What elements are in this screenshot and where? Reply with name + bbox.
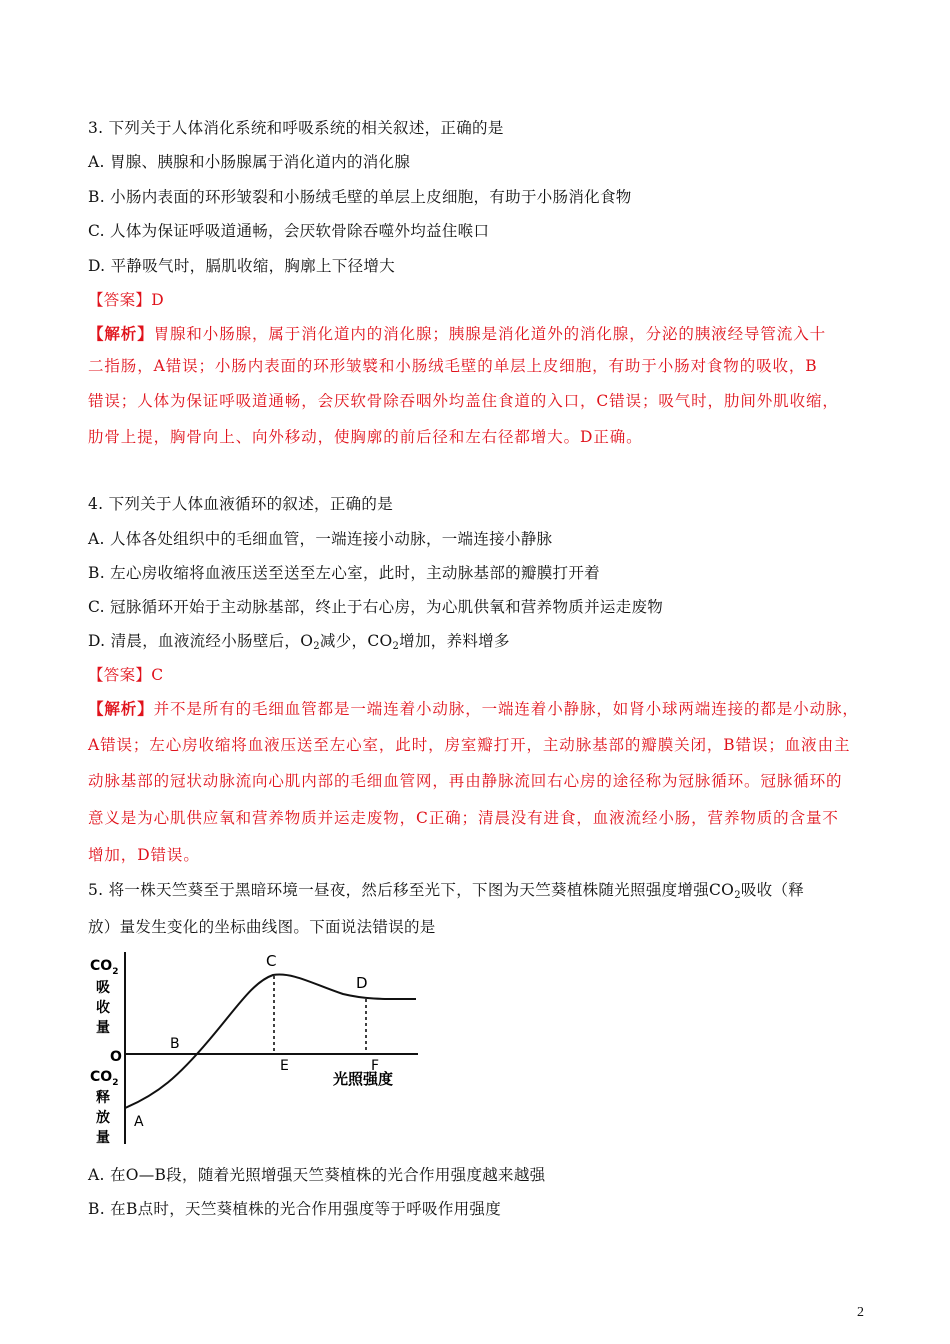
stem-text: 5. 将一株天竺葵至于黑暗环境一昼夜，然后移至光下，下图为天竺葵植株随光照强度增强CO	[88, 881, 735, 899]
q4-analysis-line-4: 意义是为心肌供应氧和营养物质并运走废物，C正确；清晨没有进食，血液流经小肠，营养物质的含量不	[88, 809, 839, 827]
q4-analysis-line-3: 动脉基部的冠状动脉流向心肌内部的毛细血管网，再由静脉流回右心房的途径称为冠脉循环。冠脉循环的	[88, 772, 843, 790]
q5-stem-line-1	[88, 878, 804, 901]
q3-analysis-line-1	[88, 322, 826, 344]
y-top-label-char-2: 收	[96, 1000, 110, 1016]
q4-option-a: A. 人体各处组织中的毛细血管，一端连接小动脉，一端连接小静脉	[88, 530, 553, 548]
point-b-label: B	[170, 1036, 180, 1052]
y-top-label-char-1: 吸	[96, 980, 110, 996]
answer-tag: 【答案】	[88, 666, 152, 684]
point-c-label: C	[266, 952, 277, 970]
q5-stem-line-2: 放）量发生变化的坐标曲线图。下面说法错误的是	[88, 918, 436, 936]
q4-answer	[88, 663, 163, 685]
q4-stem: 4. 下列关于人体血液循环的叙述，正确的是	[88, 495, 394, 513]
point-e-label: E	[280, 1058, 289, 1074]
q4-option-c: C. 冠脉循环开始于主动脉基部，终止于右心房，为心肌供氧和营养物质并运走废物	[88, 598, 664, 616]
point-a-label: A	[134, 1114, 144, 1130]
analysis-text: 并不是所有的毛细血管都是一端连着小动脉，一端连着小静脉，如肾小球两端连接的都是小动脉，	[153, 700, 859, 718]
page-number: 2	[857, 1305, 864, 1320]
stem-text: 吸收（释	[740, 881, 805, 899]
q4-option-b: B. 左心房收缩将血液压送至送至左心室，此时，主动脉基部的瓣膜打开着	[88, 564, 600, 582]
q5-option-a: A. 在O—B段，随着光照增强天竺葵植株的光合作用强度越来越强	[88, 1166, 546, 1184]
analysis-tag: 【解析】	[88, 699, 154, 718]
subscript: 2	[392, 641, 400, 652]
point-d-label: D	[356, 974, 368, 992]
q4-analysis-line-2: A错误；左心房收缩将血液压送至左心室，此时，房室瓣打开，主动脉基部的瓣膜关闭，B错误；血液由主	[88, 736, 851, 754]
q3-option-a: A. 胃腺、胰腺和小肠腺属于消化道内的消化腺	[88, 153, 411, 171]
answer-tag: 【答案】	[88, 291, 152, 309]
y-bottom-label-char-1: 释	[96, 1090, 110, 1106]
q3-stem: 3. 下列关于人体消化系统和呼吸系统的相关叙述，正确的是	[88, 119, 504, 137]
answer-value: D	[151, 291, 164, 309]
y-bottom-label-co2: $CO_2$	[90, 1069, 119, 1088]
analysis-text: 胃腺和小肠腺，属于消化道内的消化腺；胰腺是消化道外的消化腺，分泌的胰液经导管流入十	[153, 325, 827, 343]
origin-label: O	[110, 1049, 122, 1065]
q3-analysis-line-4: 肋骨上提，胸骨向上、向外移动，使胸廓的前后径和左右径都增大。D正确。	[88, 428, 643, 446]
option-text: 增加，养料增多	[399, 632, 510, 650]
point-f-label: F	[371, 1058, 380, 1074]
q3-option-d: D. 平静吸气时，膈肌收缩，胸廓上下径增大	[88, 257, 396, 275]
q3-option-b: B. 小肠内表面的环形皱裂和小肠绒毛壁的单层上皮细胞，有助于小肠消化食物	[88, 188, 632, 206]
q3-analysis-line-2: 二指肠，A错误；小肠内表面的环形皱襞和小肠绒毛壁的单层上皮细胞，有助于小肠对食物的吸收，B	[88, 357, 818, 375]
answer-value: C	[151, 666, 164, 684]
y-bottom-label-char-2: 放	[96, 1110, 110, 1126]
q4-option-d	[88, 629, 510, 652]
y-top-label-co2: $CO_2$	[90, 958, 119, 977]
co2-light-graph	[88, 944, 428, 1149]
q3-answer	[88, 288, 164, 310]
option-text: 减少，CO	[319, 632, 393, 650]
q3-option-c: C. 人体为保证呼吸道通畅，会厌软骨除吞噬外均益住喉口	[88, 222, 490, 240]
subscript: 2	[313, 641, 320, 652]
analysis-tag: 【解析】	[88, 324, 154, 343]
y-top-label-char-3: 量	[96, 1020, 110, 1036]
q5-option-b: B. 在B点时，天竺葵植株的光合作用强度等于呼吸作用强度	[88, 1200, 502, 1218]
q3-analysis-line-3: 错误；人体为保证呼吸道通畅，会厌软骨除吞咽外均盖住食道的入口，C错误；吸气时，肋间外肌收缩，	[88, 392, 839, 410]
subscript: 2	[734, 890, 741, 901]
option-text: D. 清晨，血液流经小肠壁后，O	[88, 632, 314, 650]
x-axis-label: 光照强度	[333, 1070, 394, 1088]
y-bottom-label-char-3: 量	[96, 1130, 110, 1146]
q4-analysis-line-1	[88, 697, 859, 719]
q4-analysis-line-5: 增加，D错误。	[88, 846, 200, 864]
